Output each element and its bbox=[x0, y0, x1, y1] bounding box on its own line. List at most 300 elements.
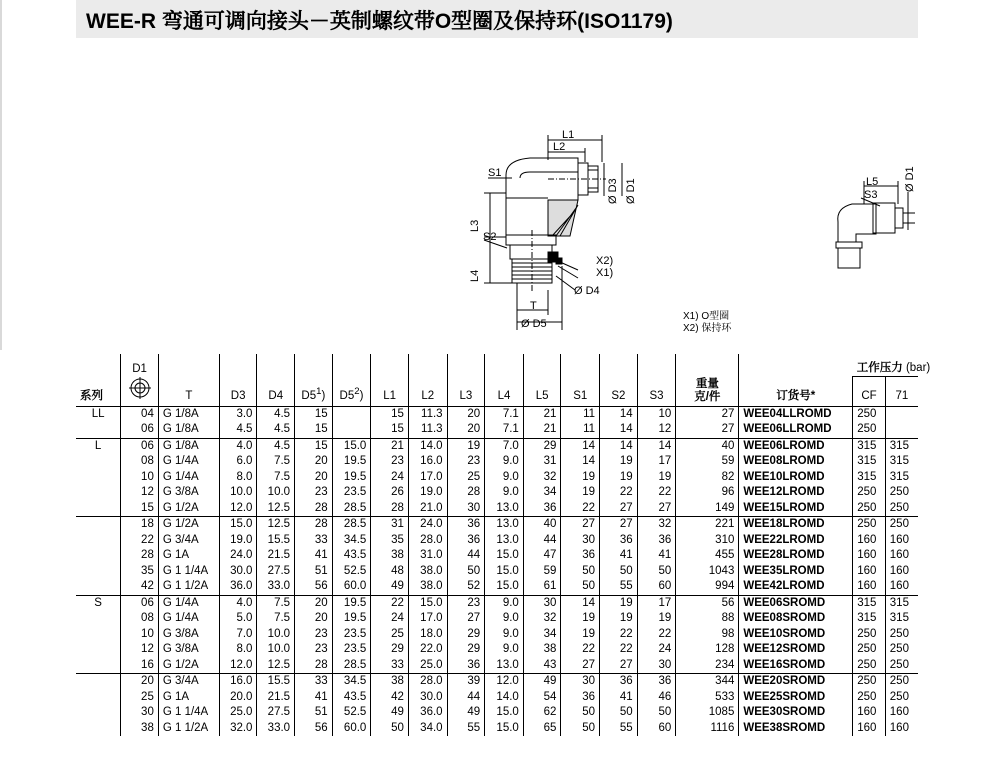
table-cell: 14.0 bbox=[485, 690, 524, 706]
table-cell: WEE30SROMD bbox=[739, 705, 853, 721]
header-pressure: 工作压力 (bar) bbox=[856, 362, 931, 374]
table-cell: 315 bbox=[885, 470, 918, 486]
table-cell: 12.0 bbox=[219, 501, 257, 517]
table-cell: G 3/8A bbox=[158, 627, 219, 643]
table-cell: 149 bbox=[676, 501, 739, 517]
table-cell: 28.0 bbox=[408, 674, 447, 690]
table-cell: 19 bbox=[637, 470, 676, 486]
table-cell: 15 bbox=[295, 438, 333, 454]
table-cell: 44 bbox=[447, 548, 485, 564]
table-cell: WEE08SROMD bbox=[739, 611, 853, 627]
table-cell: 11 bbox=[561, 406, 600, 422]
table-cell: 34.5 bbox=[332, 674, 371, 690]
table-cell: 56 bbox=[295, 721, 333, 737]
table-cell: 24.0 bbox=[219, 548, 257, 564]
table-row bbox=[76, 406, 918, 422]
table-cell: 6.0 bbox=[219, 454, 257, 470]
table-cell: 9.0 bbox=[485, 485, 524, 501]
note-x1: X1) O型圈 bbox=[683, 311, 730, 322]
table-cell: 1116 bbox=[676, 721, 739, 737]
table-cell: G 1/8A bbox=[158, 406, 219, 422]
label-t: T bbox=[530, 300, 537, 312]
table-cell: 250 bbox=[853, 642, 886, 658]
table-cell: 50 bbox=[637, 564, 676, 580]
series-cell bbox=[76, 658, 121, 674]
table-cell: 98 bbox=[676, 627, 739, 643]
table-cell: 23.5 bbox=[332, 642, 371, 658]
table-cell: 50 bbox=[561, 564, 600, 580]
table-cell: 28 bbox=[447, 485, 485, 501]
table-cell: WEE25SROMD bbox=[739, 690, 853, 706]
table-cell: 160 bbox=[853, 564, 886, 580]
table-cell: 250 bbox=[885, 485, 918, 501]
table-cell: 27 bbox=[600, 517, 638, 533]
table-cell: 9.0 bbox=[485, 627, 524, 643]
table-cell: 9.0 bbox=[485, 611, 524, 627]
table-cell: 19 bbox=[600, 454, 638, 470]
table-cell: 23 bbox=[295, 485, 333, 501]
spec-table bbox=[76, 354, 931, 736]
table-cell: 17.0 bbox=[408, 611, 447, 627]
table-cell: 54 bbox=[523, 690, 561, 706]
table-cell: 250 bbox=[853, 674, 886, 690]
table-cell: G 1/4A bbox=[158, 595, 219, 611]
header-l3: L3 bbox=[447, 377, 485, 407]
table-cell: 16 bbox=[121, 658, 159, 674]
table-cell: 21 bbox=[371, 438, 409, 454]
table-cell: 24 bbox=[637, 642, 676, 658]
table-cell: 10.0 bbox=[219, 485, 257, 501]
table-cell: 17 bbox=[637, 454, 676, 470]
table-cell: 36 bbox=[600, 533, 638, 549]
table-cell: 38 bbox=[371, 674, 409, 690]
series-cell bbox=[76, 454, 121, 470]
table-cell: 46 bbox=[637, 690, 676, 706]
header-71: 71 bbox=[885, 377, 918, 407]
table-cell: 35 bbox=[371, 533, 409, 549]
table-row bbox=[76, 533, 918, 549]
table-cell: 160 bbox=[885, 721, 918, 737]
table-cell: 23.5 bbox=[332, 627, 371, 643]
table-cell: 7.5 bbox=[257, 595, 295, 611]
table-cell: 315 bbox=[885, 438, 918, 454]
table-cell: 11.3 bbox=[408, 422, 447, 438]
table-cell: 250 bbox=[853, 501, 886, 517]
table-cell: 50 bbox=[371, 721, 409, 737]
table-cell: 27 bbox=[561, 658, 600, 674]
table-cell: 15.0 bbox=[485, 564, 524, 580]
table-cell: G 1 1/4A bbox=[158, 564, 219, 580]
table-cell: 22 bbox=[600, 642, 638, 658]
table-cell: 51 bbox=[295, 564, 333, 580]
table-cell: 21.5 bbox=[257, 548, 295, 564]
table-cell: G 1/4A bbox=[158, 454, 219, 470]
series-cell bbox=[76, 642, 121, 658]
series-cell bbox=[76, 579, 121, 595]
table-cell: 59 bbox=[523, 564, 561, 580]
table-cell: 12.0 bbox=[219, 658, 257, 674]
table-cell: 36 bbox=[447, 658, 485, 674]
table-cell: G 1/2A bbox=[158, 658, 219, 674]
series-cell bbox=[76, 627, 121, 643]
table-cell: 23 bbox=[295, 642, 333, 658]
table-cell: WEE08LROMD bbox=[739, 454, 853, 470]
table-cell: 221 bbox=[676, 517, 739, 533]
table-cell: 4.5 bbox=[219, 422, 257, 438]
series-cell: S bbox=[76, 595, 121, 611]
table-cell: 315 bbox=[853, 611, 886, 627]
table-cell: 250 bbox=[885, 690, 918, 706]
table-cell: 19 bbox=[637, 611, 676, 627]
label-l2: L2 bbox=[553, 141, 566, 153]
table-cell: 30 bbox=[523, 595, 561, 611]
table-cell: 315 bbox=[853, 454, 886, 470]
header-l5: L5 bbox=[523, 377, 561, 407]
table-cell: 43.5 bbox=[332, 548, 371, 564]
table-cell: 49 bbox=[371, 705, 409, 721]
table-cell: 39 bbox=[447, 674, 485, 690]
table-cell: 48 bbox=[371, 564, 409, 580]
table-cell: 06 bbox=[121, 422, 159, 438]
table-cell: 15 bbox=[371, 422, 409, 438]
table-cell: 33 bbox=[295, 674, 333, 690]
table-cell: 22 bbox=[600, 627, 638, 643]
table-cell: 32 bbox=[523, 470, 561, 486]
table-cell: 19 bbox=[561, 470, 600, 486]
table-cell: WEE35LROMD bbox=[739, 564, 853, 580]
table-cell: 27 bbox=[561, 517, 600, 533]
table-cell: 23 bbox=[371, 454, 409, 470]
table-cell: 15.0 bbox=[485, 705, 524, 721]
table-cell: 17.0 bbox=[408, 470, 447, 486]
label-side-d1: Ø D1 bbox=[904, 166, 916, 192]
table-cell: 22 bbox=[600, 485, 638, 501]
table-cell: 13.0 bbox=[485, 658, 524, 674]
table-cell: 40 bbox=[676, 438, 739, 454]
table-cell: 82 bbox=[676, 470, 739, 486]
table-cell: 08 bbox=[121, 611, 159, 627]
table-row bbox=[76, 438, 918, 454]
table-cell bbox=[885, 422, 918, 438]
table-cell: 234 bbox=[676, 658, 739, 674]
table-row bbox=[76, 658, 918, 674]
table-cell: 60 bbox=[637, 721, 676, 737]
table-cell: 32 bbox=[637, 517, 676, 533]
table-cell: 41 bbox=[295, 548, 333, 564]
table-cell: 10 bbox=[121, 470, 159, 486]
table-cell: 19 bbox=[561, 627, 600, 643]
table-cell: 10.0 bbox=[257, 485, 295, 501]
series-cell bbox=[76, 533, 121, 549]
table-cell: 28.5 bbox=[332, 658, 371, 674]
label-s3: S3 bbox=[864, 189, 878, 201]
table-cell: 25 bbox=[447, 470, 485, 486]
table-cell: 14 bbox=[600, 422, 638, 438]
table-cell: 29 bbox=[447, 642, 485, 658]
table-cell: WEE20SROMD bbox=[739, 674, 853, 690]
table-cell: 26 bbox=[371, 485, 409, 501]
table-cell: 15.0 bbox=[332, 438, 371, 454]
table-row bbox=[76, 642, 918, 658]
table-row bbox=[76, 422, 918, 438]
series-cell bbox=[76, 470, 121, 486]
table-cell: WEE04LLROMD bbox=[739, 406, 853, 422]
label-l5: L5 bbox=[866, 176, 879, 188]
header-series: 系列 bbox=[76, 377, 121, 407]
table-cell: 22 bbox=[371, 595, 409, 611]
table-cell: 8.0 bbox=[219, 470, 257, 486]
table-cell: 19.5 bbox=[332, 611, 371, 627]
table-cell: 15.5 bbox=[257, 674, 295, 690]
table-cell: 250 bbox=[885, 517, 918, 533]
table-cell: 310 bbox=[676, 533, 739, 549]
label-s2: S2 bbox=[483, 231, 497, 243]
table-cell: G 3/4A bbox=[158, 674, 219, 690]
table-cell: 12 bbox=[637, 422, 676, 438]
table-cell: 50 bbox=[561, 705, 600, 721]
table-cell: 19 bbox=[447, 438, 485, 454]
table-cell: 21 bbox=[523, 422, 561, 438]
table-cell: G 1 1/4A bbox=[158, 705, 219, 721]
table-cell: 19.0 bbox=[408, 485, 447, 501]
table-cell: 16.0 bbox=[408, 454, 447, 470]
label-x1: X1) bbox=[596, 267, 614, 279]
table-cell: WEE10SROMD bbox=[739, 627, 853, 643]
table-cell: 4.5 bbox=[257, 438, 295, 454]
table-cell: 96 bbox=[676, 485, 739, 501]
table-cell: 10.0 bbox=[257, 627, 295, 643]
table-cell: 7.1 bbox=[485, 422, 524, 438]
header-l1: L1 bbox=[371, 377, 409, 407]
table-cell: 43.5 bbox=[332, 690, 371, 706]
table-cell: 52.5 bbox=[332, 705, 371, 721]
series-cell bbox=[76, 674, 121, 690]
table-cell: G 3/8A bbox=[158, 642, 219, 658]
table-cell: 25.0 bbox=[408, 658, 447, 674]
table-cell: 29 bbox=[371, 642, 409, 658]
table-cell: 13.0 bbox=[485, 501, 524, 517]
table-cell: 20 bbox=[295, 595, 333, 611]
table-cell: 250 bbox=[853, 658, 886, 674]
table-cell: 160 bbox=[853, 721, 886, 737]
table-cell: 25 bbox=[371, 627, 409, 643]
table-cell: 41 bbox=[600, 690, 638, 706]
header-s1: S1 bbox=[561, 377, 600, 407]
table-cell: 60.0 bbox=[332, 579, 371, 595]
table-cell: 11.3 bbox=[408, 406, 447, 422]
table-cell: 15.0 bbox=[485, 721, 524, 737]
table-cell: 30.0 bbox=[219, 564, 257, 580]
table-cell: 7.0 bbox=[219, 627, 257, 643]
table-cell: 41 bbox=[637, 548, 676, 564]
table-cell: 15 bbox=[121, 501, 159, 517]
header-d5-2: $D5^2$) bbox=[332, 377, 371, 407]
table-cell: 250 bbox=[885, 642, 918, 658]
table-cell: 36 bbox=[561, 548, 600, 564]
table-cell: 47 bbox=[523, 548, 561, 564]
table-cell: 22 bbox=[561, 642, 600, 658]
table-cell: 4.5 bbox=[257, 406, 295, 422]
table-cell: 28 bbox=[121, 548, 159, 564]
table-cell: G 1/4A bbox=[158, 611, 219, 627]
thread-symbol-icon bbox=[121, 377, 159, 407]
table-cell: 250 bbox=[853, 517, 886, 533]
table-cell: 250 bbox=[853, 485, 886, 501]
table-cell: 20 bbox=[295, 611, 333, 627]
table-cell: 33.0 bbox=[257, 579, 295, 595]
table-cell: 160 bbox=[885, 705, 918, 721]
table-cell: 22.0 bbox=[408, 642, 447, 658]
table-cell: 160 bbox=[885, 548, 918, 564]
table-cell: WEE22LROMD bbox=[739, 533, 853, 549]
table-cell: 4.0 bbox=[219, 438, 257, 454]
table-cell: 17 bbox=[637, 595, 676, 611]
table-cell: 1085 bbox=[676, 705, 739, 721]
table-cell: G 1/8A bbox=[158, 422, 219, 438]
table-cell: 38 bbox=[121, 721, 159, 737]
header-d5-1: $D5^1$) bbox=[295, 377, 333, 407]
table-cell: 43 bbox=[523, 658, 561, 674]
table-cell: 65 bbox=[523, 721, 561, 737]
table-cell: 19 bbox=[561, 485, 600, 501]
table-cell: 30 bbox=[447, 501, 485, 517]
table-cell: 42 bbox=[371, 690, 409, 706]
table-cell: 59 bbox=[676, 454, 739, 470]
table-cell: 20 bbox=[447, 406, 485, 422]
table-cell: 50 bbox=[561, 579, 600, 595]
table-cell: 50 bbox=[447, 564, 485, 580]
table-row bbox=[76, 611, 918, 627]
label-d4: Ø D4 bbox=[574, 285, 600, 297]
series-cell bbox=[76, 611, 121, 627]
table-row bbox=[76, 454, 918, 470]
header-t: T bbox=[158, 377, 219, 407]
table-cell: G 1/4A bbox=[158, 470, 219, 486]
table-cell: 27 bbox=[676, 406, 739, 422]
table-cell: 36 bbox=[637, 533, 676, 549]
table-row bbox=[76, 501, 918, 517]
table-cell: 28 bbox=[371, 501, 409, 517]
table-cell: 14 bbox=[600, 438, 638, 454]
table-cell: 128 bbox=[676, 642, 739, 658]
table-cell: 28.5 bbox=[332, 517, 371, 533]
table-cell: 315 bbox=[853, 595, 886, 611]
table-cell: 15 bbox=[371, 406, 409, 422]
table-cell: 14.0 bbox=[408, 438, 447, 454]
table-cell: 30 bbox=[637, 658, 676, 674]
table-cell: WEE15LROMD bbox=[739, 501, 853, 517]
table-cell: 25.0 bbox=[219, 705, 257, 721]
table-cell: WEE06SROMD bbox=[739, 595, 853, 611]
table-cell: G 3/4A bbox=[158, 533, 219, 549]
label-x2: X2) bbox=[596, 255, 614, 267]
table-cell: 30.0 bbox=[408, 690, 447, 706]
table-cell: 32 bbox=[523, 611, 561, 627]
page-title: WEE-R 弯通可调向接头－英制螺纹带O型圈及保持环(ISO1179) bbox=[86, 10, 673, 33]
table-cell: WEE06LROMD bbox=[739, 438, 853, 454]
table-cell: 36.0 bbox=[219, 579, 257, 595]
table-cell: 50 bbox=[600, 705, 638, 721]
table-cell: 160 bbox=[853, 705, 886, 721]
table-cell: 344 bbox=[676, 674, 739, 690]
series-cell: L bbox=[76, 438, 121, 454]
label-l1: L1 bbox=[562, 129, 575, 141]
table-cell: 27 bbox=[637, 501, 676, 517]
table-cell: 4.0 bbox=[219, 595, 257, 611]
table-cell: 49 bbox=[447, 705, 485, 721]
table-cell: 55 bbox=[600, 721, 638, 737]
table-cell: 11 bbox=[561, 422, 600, 438]
table-cell: 14 bbox=[600, 406, 638, 422]
table-cell: 15.0 bbox=[485, 548, 524, 564]
table-cell: 12 bbox=[121, 485, 159, 501]
table-cell: 20 bbox=[295, 470, 333, 486]
table-cell: 250 bbox=[853, 406, 886, 422]
table-cell: 36 bbox=[447, 533, 485, 549]
series-cell bbox=[76, 690, 121, 706]
table-cell: 14 bbox=[637, 438, 676, 454]
table-cell: 315 bbox=[853, 470, 886, 486]
table-cell: 160 bbox=[885, 533, 918, 549]
table-cell: 533 bbox=[676, 690, 739, 706]
table-cell: 28 bbox=[295, 501, 333, 517]
table-cell: 7.0 bbox=[485, 438, 524, 454]
series-cell bbox=[76, 548, 121, 564]
table-cell: WEE38SROMD bbox=[739, 721, 853, 737]
table-row bbox=[76, 674, 918, 690]
table-cell: 22 bbox=[637, 485, 676, 501]
table-cell: 33 bbox=[295, 533, 333, 549]
table-cell: 44 bbox=[447, 690, 485, 706]
table-cell: 160 bbox=[885, 579, 918, 595]
table-cell: 49 bbox=[523, 674, 561, 690]
table-cell: 56 bbox=[676, 595, 739, 611]
table-cell: 12.5 bbox=[257, 658, 295, 674]
table-cell: 315 bbox=[853, 438, 886, 454]
table-row bbox=[76, 690, 918, 706]
table-cell: 23 bbox=[295, 627, 333, 643]
table-cell: 160 bbox=[853, 533, 886, 549]
header-l4: L4 bbox=[485, 377, 524, 407]
table-cell: 27 bbox=[447, 611, 485, 627]
table-cell: G 1 1/2A bbox=[158, 721, 219, 737]
table-cell: 250 bbox=[885, 658, 918, 674]
table-cell bbox=[885, 406, 918, 422]
header-spacer bbox=[76, 354, 121, 377]
technical-drawing bbox=[0, 0, 988, 352]
table-cell: 61 bbox=[523, 579, 561, 595]
series-cell bbox=[76, 501, 121, 517]
table-cell: 06 bbox=[121, 595, 159, 611]
table-row bbox=[76, 548, 918, 564]
table-cell: 23 bbox=[447, 595, 485, 611]
table-cell: WEE16SROMD bbox=[739, 658, 853, 674]
table-cell: 19.0 bbox=[219, 533, 257, 549]
table-cell: 994 bbox=[676, 579, 739, 595]
table-cell: 28 bbox=[295, 517, 333, 533]
table-cell: 1043 bbox=[676, 564, 739, 580]
table-cell: 20 bbox=[121, 674, 159, 690]
header-s3: S3 bbox=[637, 377, 676, 407]
table-cell: 24 bbox=[371, 611, 409, 627]
series-cell bbox=[76, 564, 121, 580]
table-cell: 21 bbox=[523, 406, 561, 422]
table-cell: G 1A bbox=[158, 690, 219, 706]
series-cell bbox=[76, 517, 121, 533]
table-cell: 29 bbox=[523, 438, 561, 454]
table-cell: 04 bbox=[121, 406, 159, 422]
table-cell: 15.0 bbox=[408, 595, 447, 611]
